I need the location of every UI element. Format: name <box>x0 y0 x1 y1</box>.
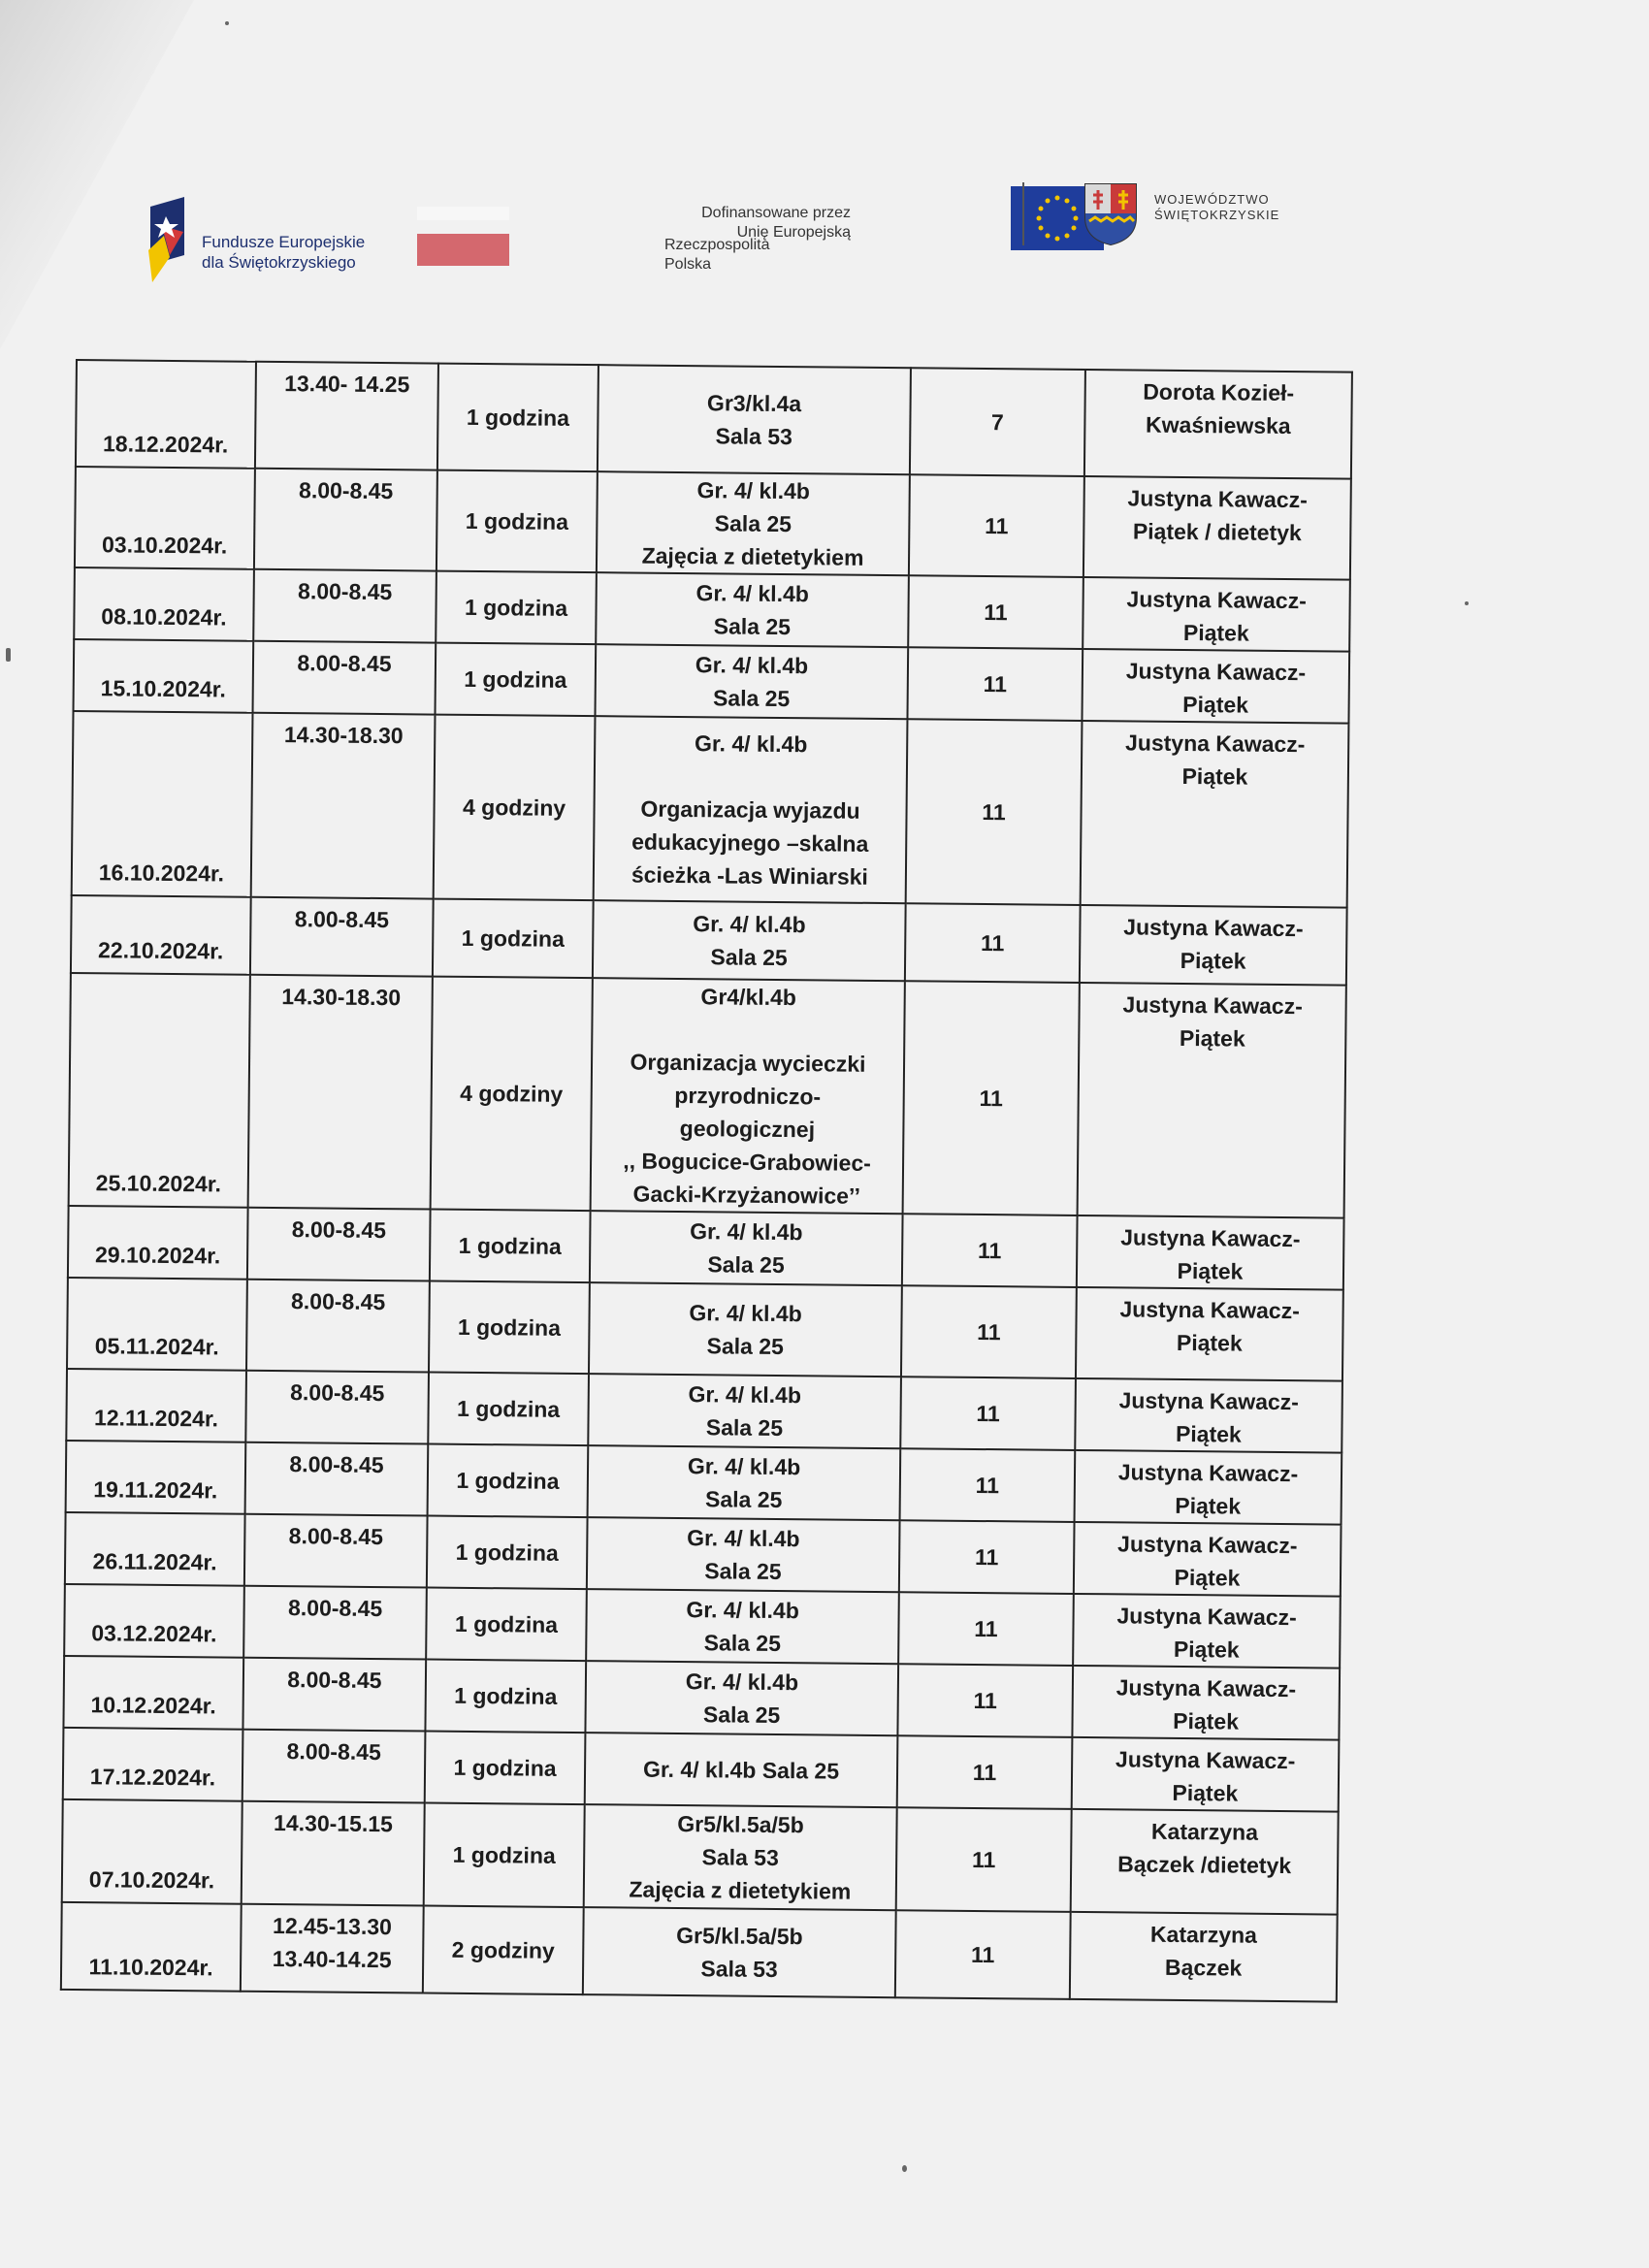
date-cell: 11.10.2024r. <box>61 1902 242 1992</box>
person-cell <box>1084 370 1352 479</box>
date-cell: 16.10.2024r. <box>72 711 253 897</box>
fe-emblem-icon <box>141 197 199 284</box>
topic-line: Sala 25 <box>710 944 788 971</box>
person-cell <box>1083 476 1351 580</box>
time-cell <box>253 569 436 643</box>
duration-cell: 1 godzina <box>425 1732 586 1805</box>
table-row <box>75 467 1351 580</box>
logo-divider <box>1022 182 1024 245</box>
time-line: 8.00-8.45 <box>286 1738 381 1766</box>
table-row <box>61 1902 1338 2002</box>
table-row <box>76 360 1352 479</box>
pl-flag-white <box>417 207 509 220</box>
duration-cell: 1 godzina <box>426 1588 587 1662</box>
topic-line <box>601 759 900 794</box>
duration-cell: 1 godzina <box>425 1660 586 1733</box>
schedule-table <box>60 359 1353 2003</box>
time-line: 8.00-8.45 <box>287 1595 383 1622</box>
duration-cell: 4 godziny <box>434 715 596 901</box>
topic-line: ścieżka -Las Winiarski <box>630 861 869 890</box>
topic-line: Gr. 4/ kl.4b <box>688 1381 802 1409</box>
topic-cell <box>595 644 908 719</box>
count-cell: 11 <box>901 1285 1077 1378</box>
topic-cell <box>585 1661 898 1735</box>
sw-line2: ŚWIĘTOKRZYSKIE <box>1154 208 1280 222</box>
date-cell: 03.10.2024r. <box>75 467 255 569</box>
topic-line: Sala 25 <box>712 685 791 712</box>
person-cell <box>1072 1737 1340 1812</box>
topic-cell <box>585 1733 898 1807</box>
topic-line: Sala 25 <box>704 1486 783 1513</box>
table-row <box>66 1369 1342 1453</box>
person-line: Justyna Kawacz- <box>1116 1674 1297 1702</box>
person-cell <box>1083 577 1350 652</box>
topic-line: Gr. 4/ kl.4b <box>689 1300 802 1327</box>
time-line: 13.40- 14.25 <box>284 371 410 398</box>
time-cell <box>242 1730 426 1803</box>
person-line: Piątek <box>1182 619 1249 646</box>
person-line: Piątek / dietetyk <box>1132 518 1302 546</box>
person-line: Piątek <box>1173 1636 1240 1663</box>
topic-line: Organizacja wycieczki <box>630 1049 866 1077</box>
time-line: 12.45-13.30 <box>272 1913 393 1940</box>
topic-line: edukacyjnego –skalna <box>631 828 869 857</box>
count-cell: 11 <box>905 903 1081 983</box>
date-cell: 08.10.2024r. <box>74 567 254 641</box>
duration-cell: 1 godzina <box>427 1516 588 1590</box>
time-line: 8.00-8.45 <box>298 477 394 504</box>
topic-line: geologicznej <box>679 1116 816 1143</box>
person-line: Justyna Kawacz- <box>1125 658 1307 686</box>
schedule-body <box>61 360 1352 2002</box>
topic-line: Gr. 4/ kl.4b <box>695 652 809 679</box>
table-row <box>74 639 1350 724</box>
topic-cell <box>593 900 906 981</box>
time-line: 13.40-14.25 <box>272 1946 392 1973</box>
topic-line: Gr. 4/ kl.4b <box>690 1218 803 1246</box>
duration-cell: 1 godzina <box>428 1373 589 1446</box>
date-cell: 22.10.2024r. <box>71 895 251 975</box>
topic-line: Gr3/kl.4a <box>706 390 802 417</box>
topic-cell <box>587 1517 900 1592</box>
topic-cell <box>597 471 910 575</box>
duration-cell: 4 godziny <box>431 977 593 1212</box>
topic-cell <box>598 365 911 474</box>
person-cell <box>1080 905 1347 986</box>
person-line: Justyna Kawacz- <box>1122 991 1303 1020</box>
time-cell <box>253 641 436 715</box>
scan-speck <box>1465 601 1469 605</box>
person-line: Piątek <box>1180 947 1246 974</box>
person-line: Justyna Kawacz- <box>1116 1603 1297 1631</box>
time-cell <box>251 713 436 899</box>
time-cell <box>255 362 438 470</box>
topic-cell <box>590 1211 903 1285</box>
time-line: 14.30-18.30 <box>283 722 404 749</box>
time-cell <box>242 1801 425 1906</box>
table-row <box>69 973 1346 1218</box>
topic-cell <box>591 978 905 1214</box>
duration-cell: 1 godzina <box>436 571 597 645</box>
person-line: Piątek <box>1173 1707 1240 1734</box>
time-cell <box>245 1442 429 1516</box>
scan-speck <box>902 2165 907 2172</box>
topic-line: Gr5/kl.5a/5b <box>677 1811 804 1838</box>
duration-cell: 1 godzina <box>424 1803 585 1908</box>
topic-line: Sala 25 <box>707 1251 785 1279</box>
person-line: Justyna Kawacz- <box>1118 1387 1300 1415</box>
duration-cell: 1 godzina <box>433 899 594 979</box>
count-cell: 11 <box>895 1910 1071 1999</box>
person-line: Piątek <box>1175 1492 1242 1519</box>
time-line: 8.00-8.45 <box>287 1667 382 1694</box>
time-cell <box>241 1904 424 1993</box>
topic-line: Gr. 4/ kl.4b <box>687 1453 801 1480</box>
person-line: Piątek <box>1179 1024 1245 1052</box>
table-row <box>64 1584 1341 1669</box>
date-cell: 26.11.2024r. <box>65 1512 245 1586</box>
person-line: Piątek <box>1181 762 1248 790</box>
unia-europejska-logo <box>681 182 982 260</box>
time-line: 8.00-8.45 <box>290 1379 385 1407</box>
rp-line1: Rzeczpospolita <box>664 237 770 253</box>
person-line: Justyna Kawacz- <box>1117 1459 1299 1487</box>
time-cell <box>246 1280 430 1373</box>
topic-line: ,, Bogucice-Grabowiec- <box>623 1148 872 1176</box>
person-cell <box>1077 1215 1344 1290</box>
topic-cell <box>588 1445 901 1520</box>
time-cell <box>250 897 434 977</box>
count-cell: 11 <box>900 1448 1076 1522</box>
table-row <box>67 1278 1343 1381</box>
count-cell: 11 <box>896 1807 1072 1912</box>
person-line: Piątek <box>1176 1329 1243 1356</box>
count-cell: 11 <box>906 719 1083 905</box>
topic-line: Gr. 4/ kl.4b <box>693 911 806 938</box>
topic-line: Sala 25 <box>705 1414 784 1442</box>
table-row <box>71 895 1347 986</box>
topic-line: Gacki-Krzyżanowice’’ <box>632 1181 861 1209</box>
topic-line: Sala 53 <box>700 1956 778 1983</box>
person-line: Justyna Kawacz- <box>1127 485 1308 513</box>
time-line: 8.00-8.45 <box>297 578 393 605</box>
person-line: Justyna Kawacz- <box>1120 1224 1301 1252</box>
logo-header <box>141 182 1285 289</box>
fundusze-europejskie-logo <box>141 197 393 275</box>
table-row <box>68 1206 1344 1290</box>
person-line: Justyna Kawacz- <box>1117 1531 1298 1559</box>
crest-icon <box>1082 182 1140 246</box>
count-cell: 11 <box>908 575 1083 649</box>
count-cell: 11 <box>900 1377 1076 1450</box>
time-line: 8.00-8.45 <box>297 650 392 677</box>
time-line: 8.00-8.45 <box>294 906 390 933</box>
person-cell <box>1081 721 1349 908</box>
person-line: Piątek <box>1172 1779 1239 1806</box>
ue-line1: Dofinansowane przez <box>701 205 851 221</box>
time-cell <box>254 469 437 571</box>
fe-logo-line2: dla Świętokrzyskiego <box>202 253 356 272</box>
topic-line: Sala 25 <box>704 1558 782 1585</box>
person-cell <box>1071 1809 1339 1915</box>
topic-line: Sala 53 <box>701 1844 779 1871</box>
topic-line: Sala 53 <box>715 423 793 450</box>
date-cell: 29.10.2024r. <box>68 1206 248 1280</box>
person-line: Bączek /dietetyk <box>1117 1851 1292 1879</box>
scan-speck <box>225 21 229 25</box>
person-line: Piątek <box>1182 691 1249 718</box>
sw-line1: WOJEWÓDZTWO <box>1154 192 1270 207</box>
topic-cell <box>583 1907 896 1997</box>
ue-line2: Unię Europejską <box>736 224 851 241</box>
person-cell <box>1072 1666 1340 1740</box>
topic-line: Gr. 4/ kl.4b <box>695 580 810 607</box>
person-cell <box>1082 649 1349 724</box>
topic-line: Sala 25 <box>702 1701 781 1729</box>
count-cell: 11 <box>898 1592 1074 1666</box>
person-cell <box>1073 1594 1341 1669</box>
fe-logo-line1: Fundusze Europejskie <box>202 233 366 251</box>
date-cell: 05.11.2024r. <box>67 1278 247 1371</box>
topic-line: Gr. 4/ kl.4b <box>696 477 811 504</box>
scan-speck <box>6 648 11 662</box>
table-row <box>72 711 1349 908</box>
time-line: 14.30-15.15 <box>274 1810 394 1837</box>
person-line: Kwaśniewska <box>1145 411 1291 439</box>
topic-line: przyrodniczo- <box>674 1082 822 1110</box>
time-cell <box>247 1208 431 1281</box>
table-row <box>66 1441 1342 1525</box>
count-cell: 11 <box>909 474 1084 577</box>
topic-line: Gr. 4/ kl.4b <box>685 1669 799 1696</box>
table-row <box>63 1728 1340 1812</box>
page-corner-fold <box>0 0 194 349</box>
count-cell: 11 <box>903 981 1080 1215</box>
person-cell <box>1074 1522 1342 1597</box>
topic-line: Sala 25 <box>706 1333 785 1360</box>
count-cell: 11 <box>897 1664 1073 1737</box>
person-line: Justyna Kawacz- <box>1115 1746 1296 1774</box>
time-line: 8.00-8.45 <box>288 1523 384 1550</box>
person-cell <box>1076 1287 1343 1381</box>
topic-line: Gr. 4/ kl.4b <box>686 1597 799 1624</box>
duration-cell: 1 godzina <box>437 364 598 472</box>
topic-cell <box>586 1589 899 1664</box>
person-cell <box>1075 1450 1342 1525</box>
duration-cell: 1 godzina <box>436 470 598 573</box>
topic-line: Gr. 4/ kl.4b <box>694 730 808 758</box>
table-row <box>65 1512 1342 1597</box>
date-cell: 07.10.2024r. <box>62 1799 242 1904</box>
table-row <box>63 1656 1340 1740</box>
time-cell <box>245 1371 429 1444</box>
count-cell: 7 <box>910 368 1085 476</box>
date-cell: 18.12.2024r. <box>76 360 256 469</box>
topic-cell <box>594 716 908 903</box>
time-line: 14.30-18.30 <box>281 984 402 1011</box>
duration-cell: 1 godzina <box>435 643 596 717</box>
rp-line2: Polska <box>664 256 712 273</box>
date-cell: 12.11.2024r. <box>66 1369 246 1442</box>
person-line: Katarzyna <box>1149 1921 1258 1948</box>
topic-cell <box>584 1804 897 1910</box>
topic-line: Zajęcia z dietetykiem <box>641 542 864 570</box>
topic-line: Sala 25 <box>703 1630 782 1657</box>
person-cell <box>1078 983 1346 1218</box>
time-cell <box>242 1658 426 1732</box>
person-line: Justyna Kawacz- <box>1126 586 1307 614</box>
pl-flag-red <box>417 234 509 266</box>
person-line: Dorota Kozieł- <box>1143 378 1295 406</box>
time-line: 8.00-8.45 <box>291 1216 387 1244</box>
time-cell <box>244 1514 428 1588</box>
person-line: Justyna Kawacz- <box>1119 1296 1300 1324</box>
time-cell <box>248 975 433 1210</box>
duration-cell: 2 godziny <box>423 1906 584 1995</box>
topic-cell <box>588 1374 901 1448</box>
topic-line: Sala 25 <box>713 613 792 640</box>
count-cell: 11 <box>902 1214 1078 1287</box>
topic-line: Gr4/kl.4b <box>700 984 797 1011</box>
count-cell: 11 <box>899 1520 1075 1594</box>
duration-cell: 1 godzina <box>429 1281 590 1375</box>
person-line: Piątek <box>1175 1420 1242 1447</box>
topic-line: Gr. 4/ kl.4b <box>687 1525 800 1552</box>
person-line: Katarzyna <box>1150 1818 1259 1845</box>
duration-cell: 1 godzina <box>430 1210 591 1283</box>
person-line: Justyna Kawacz- <box>1124 729 1306 758</box>
table-row <box>62 1799 1339 1915</box>
person-line: Piątek <box>1177 1257 1244 1284</box>
time-cell <box>243 1586 427 1660</box>
topic-line <box>598 1012 897 1048</box>
duration-cell: 1 godzina <box>428 1444 589 1518</box>
topic-cell <box>589 1282 902 1377</box>
person-cell <box>1070 1912 1338 2002</box>
date-cell: 25.10.2024r. <box>69 973 250 1208</box>
topic-line: Gr5/kl.5a/5b <box>676 1923 803 1950</box>
topic-cell <box>596 572 909 647</box>
topic-line: Sala 25 <box>714 510 792 537</box>
time-line: 8.00-8.45 <box>290 1288 386 1315</box>
topic-line: Zajęcia z dietetykiem <box>629 1876 852 1904</box>
count-cell: 11 <box>897 1735 1073 1809</box>
table-row <box>74 567 1350 652</box>
person-line: Bączek <box>1164 1954 1243 1981</box>
time-line: 8.00-8.45 <box>289 1451 384 1478</box>
date-cell: 10.12.2024r. <box>63 1656 243 1730</box>
topic-line: Organizacja wyjazdu <box>640 795 860 824</box>
date-cell: 03.12.2024r. <box>64 1584 244 1658</box>
person-line: Piątek <box>1174 1564 1241 1591</box>
wojewodztwo-logo <box>1082 182 1295 260</box>
count-cell: 11 <box>907 647 1083 721</box>
date-cell: 15.10.2024r. <box>74 639 254 713</box>
date-cell: 19.11.2024r. <box>66 1441 246 1514</box>
person-cell <box>1075 1378 1342 1453</box>
person-line: Justyna Kawacz- <box>1123 914 1304 942</box>
topic-line: Gr. 4/ kl.4b Sala 25 <box>642 1756 840 1784</box>
date-cell: 17.12.2024r. <box>63 1728 243 1801</box>
